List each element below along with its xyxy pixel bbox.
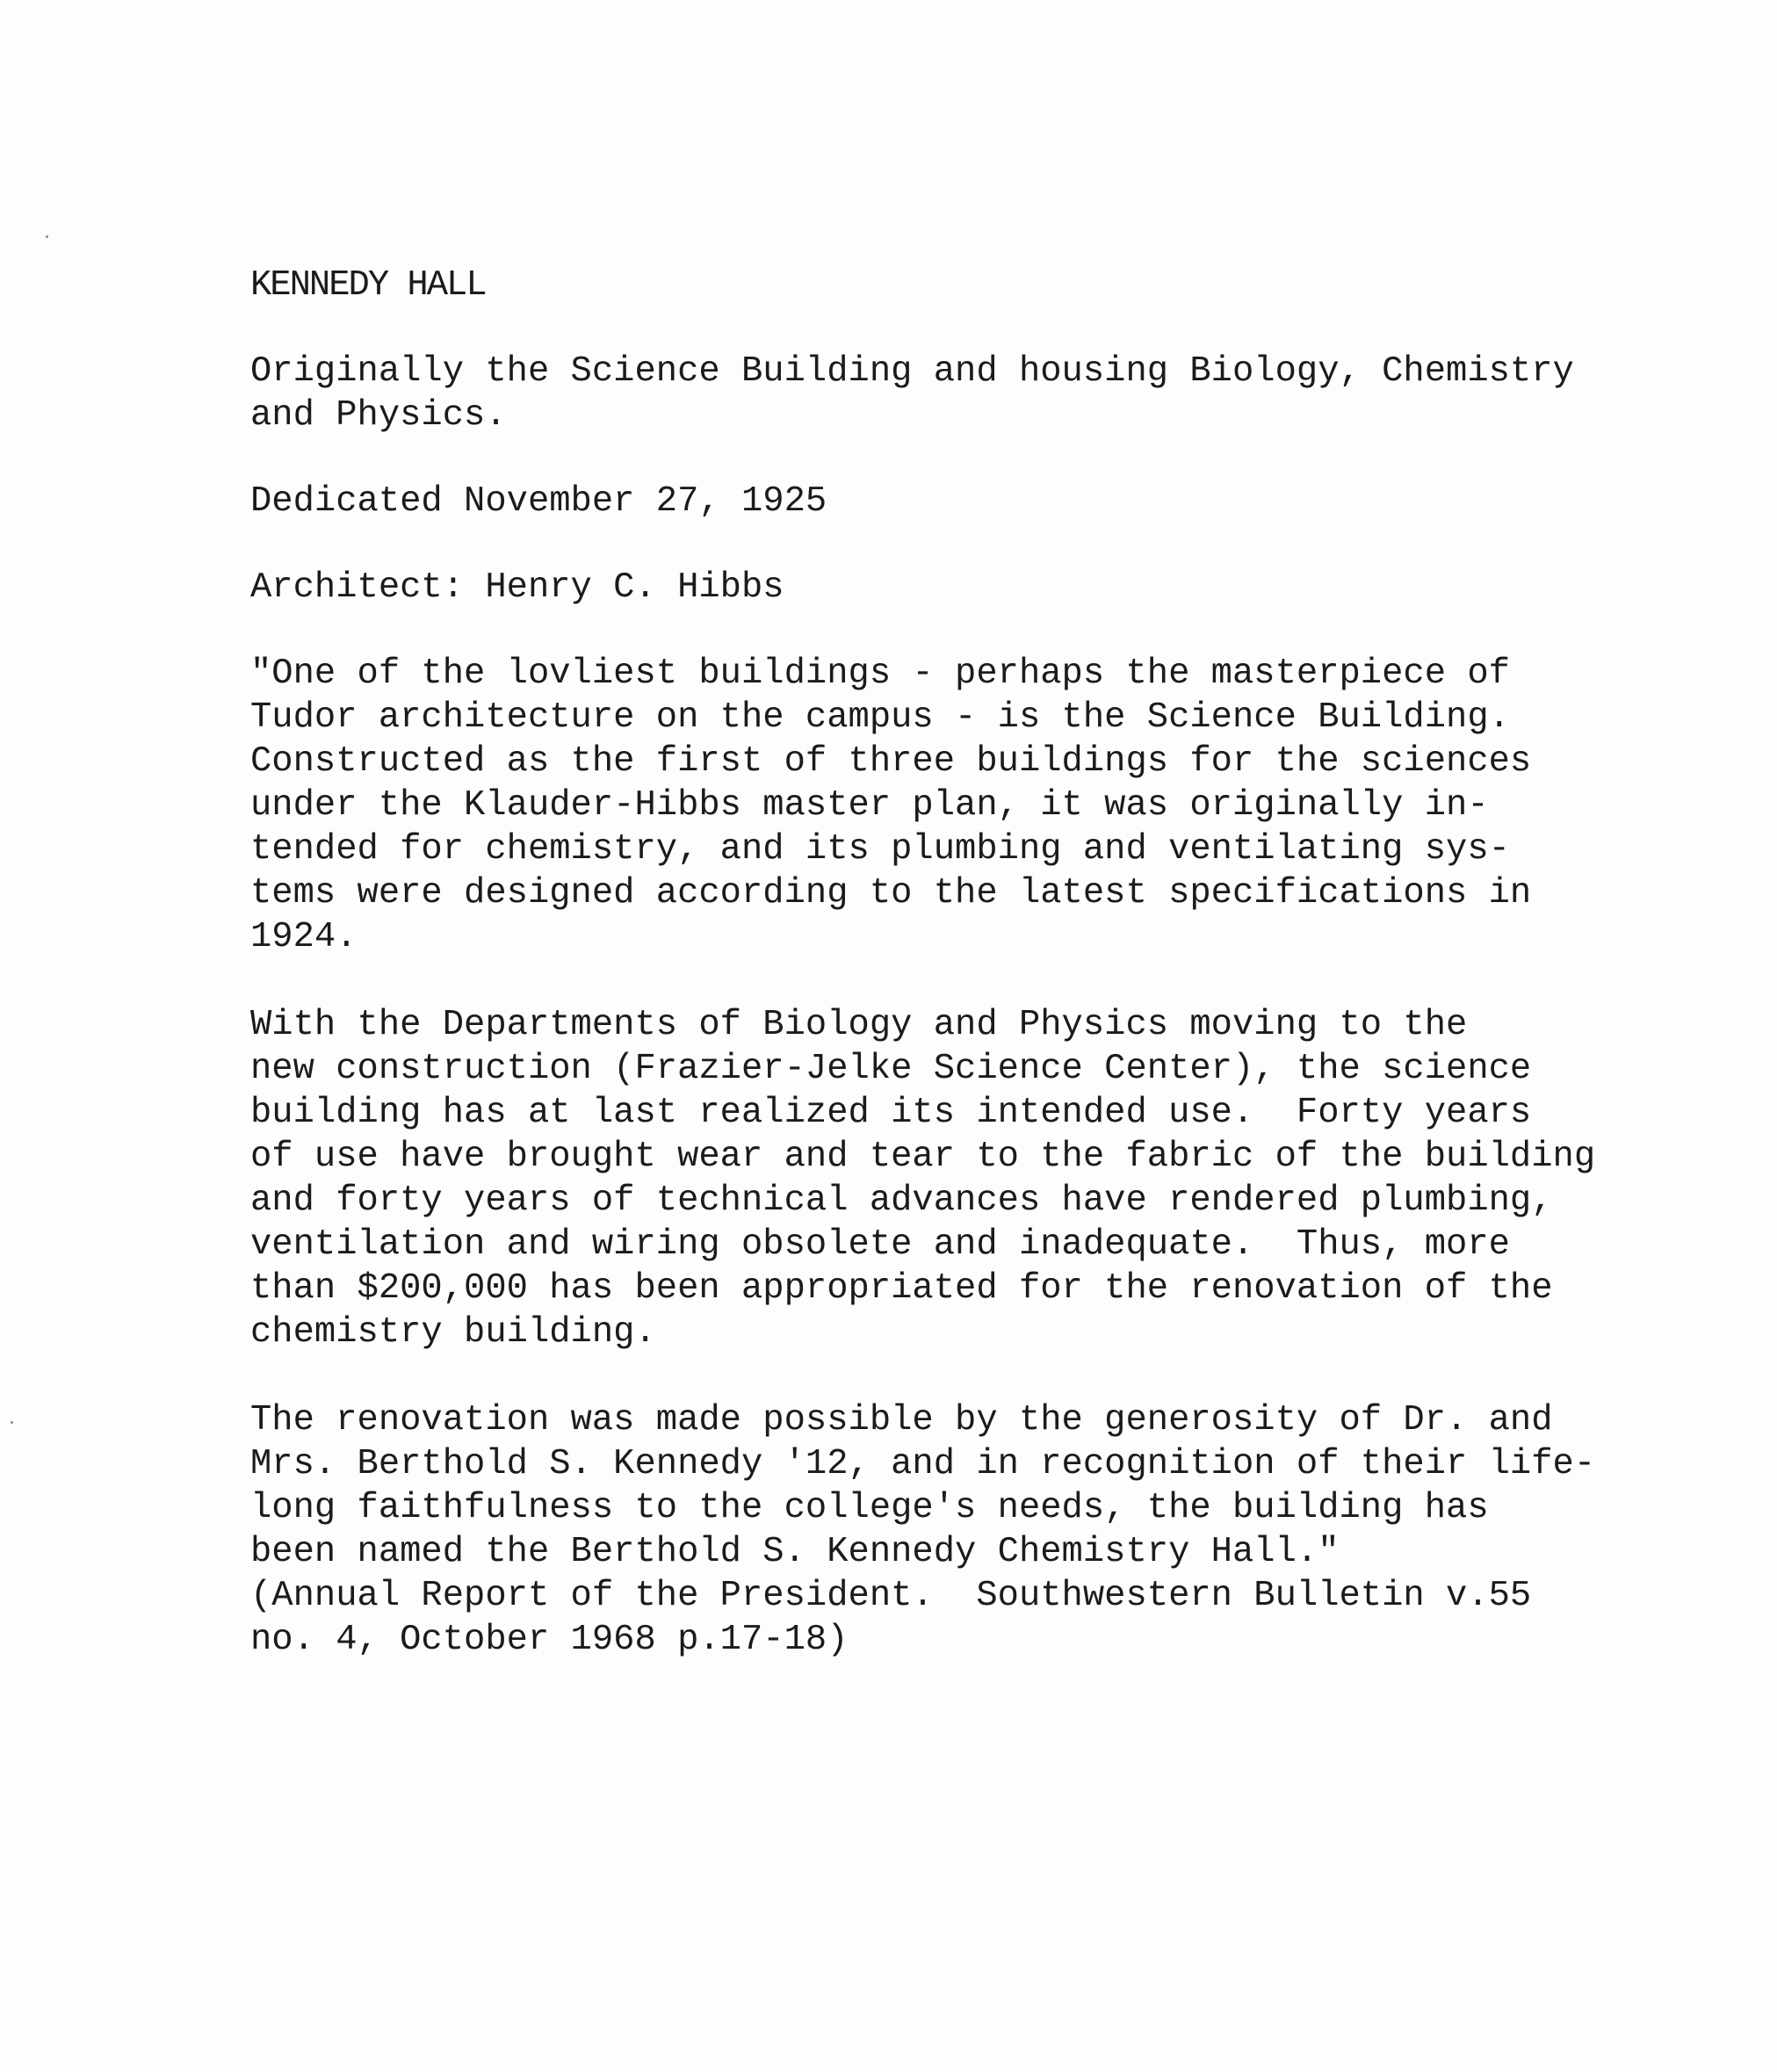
text-line: building has at last realized its intended use. Forty years [250, 1093, 1532, 1133]
text-line: Dedicated November 27, 1925 [250, 481, 827, 522]
citation-line: (Annual Report of the President. Southwestern Bulletin v.55 [250, 1576, 1532, 1616]
text-line: Mrs. Berthold S. Kennedy '12, and in recognition of their life- [250, 1444, 1596, 1484]
text-line: under the Klauder-Hibbs master plan, it was originally in- [250, 785, 1489, 826]
text-line: chemistry building. [250, 1312, 656, 1353]
text-line: The renovation was made possible by the generosity of Dr. and [250, 1400, 1553, 1440]
text-line: ventilation and wiring obsolete and inadequate. Thus, more [250, 1224, 1510, 1265]
intro-paragraph [250, 350, 1766, 437]
text-line: and forty years of technical advances have rendered plumbing, [250, 1180, 1553, 1221]
document-title: KENNEDY HALL [250, 265, 486, 306]
text-line: Tudor architecture on the campus - is the Science Building. [250, 697, 1510, 738]
text-line: and Physics. [250, 395, 507, 436]
dedication-paragraph [250, 1398, 1766, 1662]
document-body [250, 264, 1766, 1662]
scan-speck [11, 1421, 13, 1424]
text-line: new construction (Frazier-Jelke Science Center), the science [250, 1049, 1532, 1089]
quote-paragraph [250, 652, 1766, 959]
text-line: tems were designed according to the latest specifications in [250, 873, 1532, 913]
text-line: long faithfulness to the college's needs, the building has [250, 1488, 1489, 1528]
text-line: tended for chemistry, and its plumbing and ventilating sys- [250, 829, 1510, 870]
scan-speck [46, 235, 48, 238]
text-line: Constructed as the first of three buildings for the sciences [250, 741, 1532, 782]
citation-line: no. 4, October 1968 p.17-18) [250, 1620, 849, 1660]
dedication-line [250, 480, 1766, 523]
text-line: Originally the Science Building and housing Biology, Chemistry [250, 351, 1574, 392]
text-line: of use have brought wear and tear to the fabric of the building [250, 1137, 1596, 1177]
text-line: With the Departments of Biology and Physics moving to the [250, 1005, 1468, 1045]
text-line: been named the Berthold S. Kennedy Chemistry Hall." [250, 1532, 1340, 1572]
text-line: than $200,000 has been appropriated for the renovation of the [250, 1268, 1553, 1309]
architect-line [250, 566, 1766, 610]
text-line: "One of the lovliest buildings - perhaps the masterpiece of [250, 653, 1510, 694]
text-line: Architect: Henry C. Hibbs [250, 567, 784, 608]
text-line: 1924. [250, 917, 358, 957]
renovation-paragraph [250, 1003, 1766, 1354]
